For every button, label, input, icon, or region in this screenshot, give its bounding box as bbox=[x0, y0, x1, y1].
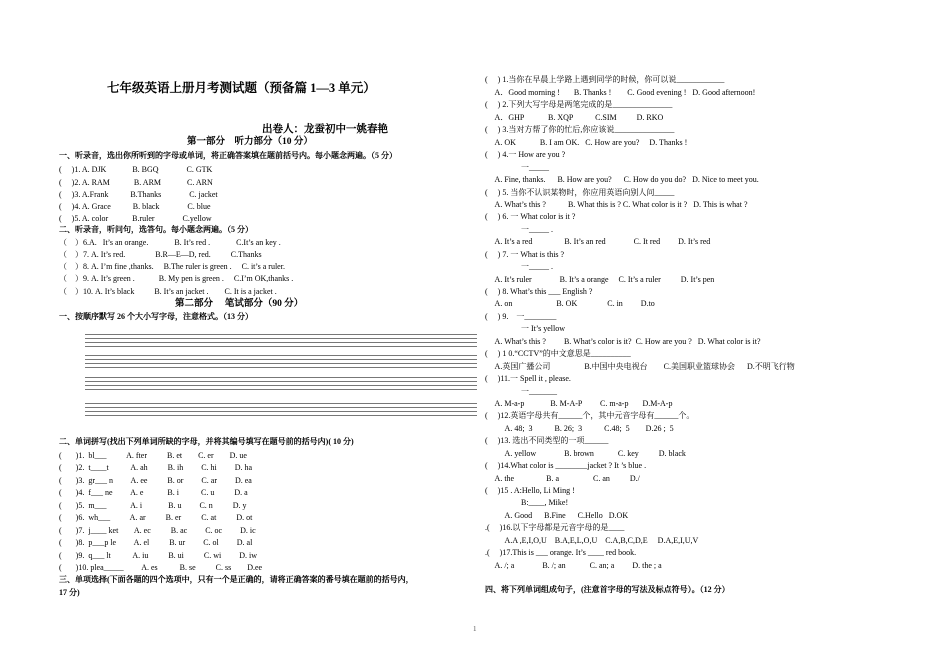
question-line: （ ）6.A. It’s an orange. B. It’s red . C.It’s an key . bbox=[59, 238, 281, 247]
ruled-line bbox=[85, 338, 477, 339]
question-line: ( )2. A. RAM B. ARM C. ARN bbox=[59, 178, 213, 187]
option-line: A．GHP B. XQP C.SIM D. RKO bbox=[485, 113, 664, 122]
question-line: ( ) 4.一 How are you ? bbox=[485, 150, 566, 159]
option-line: A. What’s this ? B. What this is ? C. What color is it ? D. This is what ? bbox=[485, 200, 748, 209]
option-line: A.A ,E,I,O,U B.A,E,L,O,U C.A,B,C,D,E D.A,E,I,U,V bbox=[485, 536, 699, 545]
dialogue-line: 一_____ . bbox=[485, 262, 553, 271]
dialogue-line: B:____, Mike! bbox=[485, 498, 569, 507]
question-line: ( )15 . A:Hello, Li Ming ! bbox=[485, 486, 575, 495]
option-line: A. Fine, thanks. B. How are you? C. How do you do? D. Nice to meet you. bbox=[485, 175, 759, 184]
option-line: A. 48; 3 B. 26; 3 C.48; 5 D.26 ; 5 bbox=[485, 424, 674, 433]
option-line: A. It’s ruler B. It’s a orange C. It’s a ruler D. It’s pen bbox=[485, 275, 715, 284]
option-line: A. M-a-p B. M-A-P C. m-a-p D.M-A-p bbox=[485, 399, 673, 408]
question-line: ( )4. A. Grace B. black C. blue bbox=[59, 202, 211, 211]
question-line: ( ) 2.下列大写字母是两笔完成的是_______________ bbox=[485, 100, 673, 109]
question-line: ( )5. A. color B.ruler C.yellow bbox=[59, 214, 212, 223]
section-heading: 四、将下列单词组成句子，(注意首字母的写法及标点符号）。（12 分） bbox=[485, 585, 730, 594]
dialogue-line: 一_______ bbox=[485, 387, 557, 396]
question-line: ( )7. j____ ket A. ec B. ac C. oc D. ic bbox=[59, 526, 256, 535]
question-line: ( )3. gr___ n A. ee B. or C. ar D. ea bbox=[59, 476, 252, 485]
ruled-line bbox=[85, 355, 477, 356]
question-line: ( )5. m___ A. i B. u C. n D. y bbox=[59, 501, 247, 510]
option-line: A. /; a B. /; an C. an; a D. the ; a bbox=[485, 561, 662, 570]
question-line: （ ）7. A. It’s red. B.R—E—D, red. C.Thanks bbox=[59, 250, 262, 259]
dialogue-line: 一_____ bbox=[485, 163, 549, 172]
question-line: ( )13. 选出不同类型的一项______ bbox=[485, 436, 609, 445]
question-line: ( )12.英语字母共有______个，其中元音字母有______个。 bbox=[485, 411, 695, 420]
option-line: A. OK B. I am OK. C. How are you? D. Thanks ! bbox=[485, 138, 688, 147]
ruled-line bbox=[85, 334, 477, 335]
question-line: ( )6. wh___ A. ar B. er C. at D. ot bbox=[59, 513, 253, 522]
ruled-line bbox=[85, 411, 477, 412]
ruled-line bbox=[85, 407, 477, 408]
question-line: ( )2. t____t A. ah B. ih C. hi D. ha bbox=[59, 463, 253, 472]
question-line: ( ) 5. 当你不认识某物时，你应用英语向别人问_____ bbox=[485, 188, 675, 197]
right-column bbox=[478, 0, 950, 672]
ruled-line bbox=[85, 346, 477, 347]
question-line: ( ) 8. What’s this ___ English ? bbox=[485, 287, 593, 296]
section-heading: 一、按顺序默写 26 个大小写字母，注意格式。（13 分） bbox=[59, 312, 253, 321]
ruled-line bbox=[85, 389, 477, 390]
question-line: ( )10. plea_____ A. es B. se C. ss D.ee bbox=[59, 563, 263, 572]
ruled-line bbox=[85, 342, 477, 343]
question-line: ( ) 3.当对方帮了你的忙后,你应该说_______________ bbox=[485, 125, 675, 134]
ruled-line bbox=[85, 381, 477, 382]
section-heading: 17 分) bbox=[59, 588, 80, 597]
ruled-line bbox=[85, 359, 477, 360]
part2-heading: 第二部分 笔试部分（90 分） bbox=[175, 299, 304, 309]
page-number: 1 bbox=[473, 625, 477, 633]
part1-heading: 第一部分 听力部分（10 分） bbox=[187, 137, 313, 147]
author-line: 出卷人：龙蚕初中一姚春艳 bbox=[262, 124, 388, 135]
ruled-line bbox=[85, 385, 477, 386]
section-heading: 三、单项选择(下面各题的四个选项中，只有一个是正确的，请将正确答案的番号填在题前的括号内， bbox=[59, 575, 414, 584]
question-line: ( ) 1.当你在早晨上学路上遇到同学的时候，你可以说____________ bbox=[485, 75, 725, 84]
section-heading: 二、听录音，听问句，选答句。每小题念两遍。（5 分） bbox=[59, 225, 253, 234]
question-line: （ ）8. A. I’m fine ,thanks. B.The ruler is green . C. it’s a ruler. bbox=[59, 262, 285, 271]
ruled-line bbox=[85, 415, 477, 416]
ruled-line bbox=[85, 377, 477, 378]
question-line: （ ）10. A. It’s black B. It’s an jacket . C. It is a jacket . bbox=[59, 287, 277, 296]
question-line: .( )16.以下字母都是元音字母的是____ bbox=[485, 523, 625, 532]
section-heading: 二、单词拼写(找出下列单词所缺的字母，并将其编号填写在题号前的括号内)( 10 分) bbox=[59, 437, 354, 446]
dialogue-line: 一_____ . bbox=[485, 225, 553, 234]
ruled-line bbox=[85, 363, 477, 364]
question-line: ( ) 7. 一 What is this ? bbox=[485, 250, 565, 259]
question-line: （ ）9. A. It’s green . B. My pen is green . C.I’m OK,thanks . bbox=[59, 274, 294, 283]
option-line: A. on B. OK C. in D.to bbox=[485, 299, 655, 308]
option-line: A. Good B.Fine C.Hello D.OK bbox=[485, 511, 629, 520]
option-line: A. yellow B. brown C. key D. black bbox=[485, 449, 686, 458]
page-title: 七年级英语上册月考测试题（预备篇 1—3 单元） bbox=[107, 81, 376, 95]
dialogue-line: 一 It’s yellow bbox=[485, 324, 565, 333]
option-line: A．Good morning ! B. Thanks ! C. Good evening ! D. Good afternoon! bbox=[485, 88, 756, 97]
option-line: A. What’s this ? B. What’s color is it? C. How are you ? D. What color is it? bbox=[485, 337, 761, 346]
question-line: ( )1. bl___ A. fter B. et C. er D. ue bbox=[59, 451, 247, 460]
option-line: A. It’s a red B. It’s an red C. It red D. It’s red bbox=[485, 237, 711, 246]
question-line: ( )1. A. DJK B. BGQ C. GTK bbox=[59, 165, 213, 174]
question-line: ( ) 9. 一________ bbox=[485, 312, 557, 321]
option-line: A.英国广播公司 B.中国中央电视台 C.美国职业篮球协会 D.不明飞行物 bbox=[485, 362, 795, 371]
option-line: A. the B. a C. an D./ bbox=[485, 474, 640, 483]
question-line: .( )17.This is ___ orange. It’s ____ red book. bbox=[485, 548, 637, 557]
question-line: ( )4. f___ ne A. e B. i C. u D. a bbox=[59, 488, 248, 497]
ruled-line bbox=[85, 367, 477, 368]
question-line: ( ) 6. 一 What color is it ? bbox=[485, 212, 576, 221]
question-line: ( ) 1 0.“CCTV”的中文意思是__________ bbox=[485, 349, 631, 358]
ruled-line bbox=[85, 403, 477, 404]
question-line: ( )11.一 Spell it , please. bbox=[485, 374, 571, 383]
question-line: ( )14.What color is ________jacket ? It ’s blue . bbox=[485, 461, 647, 470]
question-line: ( )9. q___ lt A. iu B. ui C. wi D. iw bbox=[59, 551, 258, 560]
question-line: ( )3. A.Frank B.Thanks C. jacket bbox=[59, 190, 218, 199]
question-line: ( )8. p___p le A. el B. ur C. ol D. al bbox=[59, 538, 253, 547]
section-heading: 一、听录音，选出你所听到的字母或单词，将正确答案填在题前括号内。每小题念两遍。（5 分） bbox=[59, 151, 397, 160]
